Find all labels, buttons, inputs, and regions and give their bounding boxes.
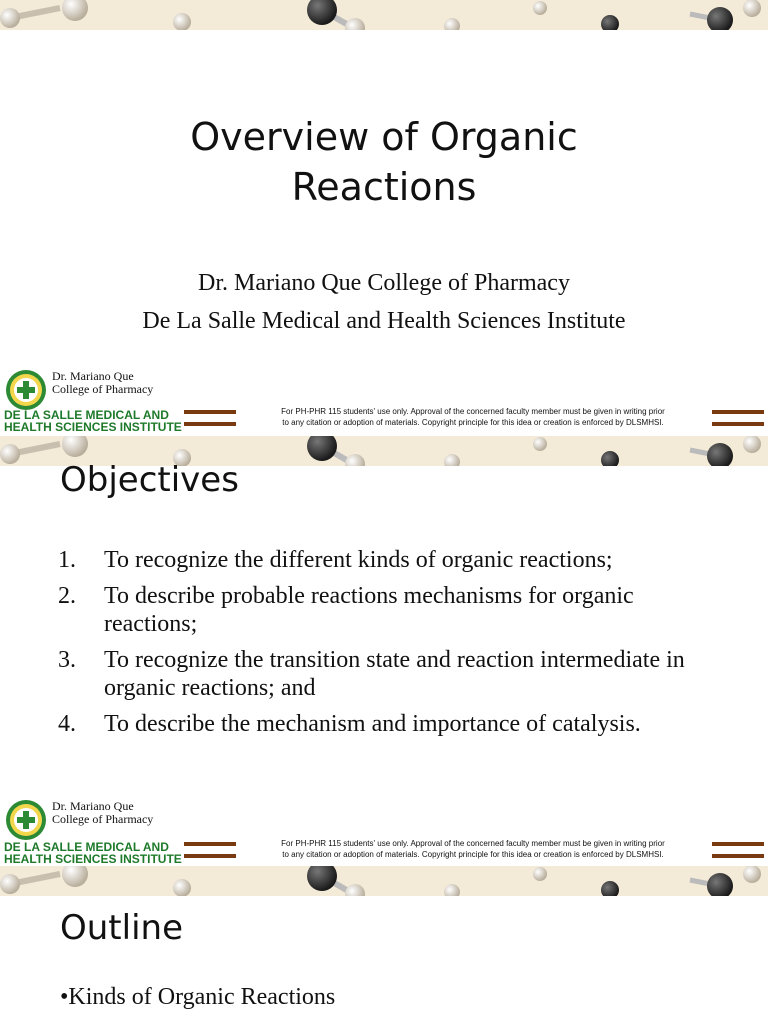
college-seal-icon xyxy=(4,368,48,412)
list-text: To describe probable reactions mechanisms for organic reactions; xyxy=(104,583,634,637)
list-number: 4. xyxy=(58,711,76,737)
brown-bar-right-2 xyxy=(712,422,764,426)
brown-bar-right-2 xyxy=(712,854,764,858)
brown-bar-right-1 xyxy=(712,842,764,846)
slide-footer xyxy=(0,794,768,866)
list-text: To recognize the different kinds of organic reactions; xyxy=(104,547,613,573)
list-number: 1. xyxy=(58,547,76,573)
logo-text xyxy=(52,800,153,826)
list-item xyxy=(58,582,698,638)
list-text: To describe the mechanism and importance of catalysis. xyxy=(104,711,641,737)
institute-line-1: DE LA SALLE MEDICAL AND xyxy=(4,408,169,422)
institute-line-2: HEALTH SCIENCES INSTITUTE xyxy=(4,852,182,866)
list-item xyxy=(58,546,698,574)
brown-bar-left-2 xyxy=(184,422,236,426)
copyright-notice xyxy=(238,406,708,428)
college-seal-icon xyxy=(4,798,48,842)
subtitle-institute: De La Salle Medical and Health Sciences Institute xyxy=(142,308,626,334)
molecule-banner xyxy=(0,866,768,896)
notice-line-1: For PH-PHR 115 students' use only. Approval of the concerned faculty member must be given in writing prior xyxy=(281,407,665,416)
notice-line-2: to any citation or adoption of materials. Copyright principle for this idea or creation is enforced by DLSMHSI. xyxy=(282,850,664,859)
molecule-decoration-icon xyxy=(0,866,768,896)
list-item xyxy=(58,710,698,738)
institute-line-1: DE LA SALLE MEDICAL AND xyxy=(4,840,169,854)
notice-line-1: For PH-PHR 115 students' use only. Approval of the concerned faculty member must be given in writing prior xyxy=(281,839,665,848)
brown-bar-left-1 xyxy=(184,410,236,414)
brown-bar-left-2 xyxy=(184,854,236,858)
logo-line-1: Dr. Mariano Que xyxy=(52,799,134,813)
molecule-banner xyxy=(0,0,768,30)
list-item xyxy=(58,646,698,702)
outline-item: •Kinds of Organic Reactions xyxy=(60,984,336,1010)
logo-line-2: College of Pharmacy xyxy=(52,382,154,396)
list-number: 3. xyxy=(58,647,76,673)
page-title xyxy=(0,112,768,212)
objectives-list xyxy=(58,546,698,746)
logo-text xyxy=(52,370,153,396)
list-number: 2. xyxy=(58,583,76,609)
outline-heading: Outline xyxy=(60,908,184,948)
logo-line-1: Dr. Mariano Que xyxy=(52,369,134,383)
list-text: To recognize the transition state and reaction intermediate in organic reactions; and xyxy=(104,647,685,701)
institute-line-2: HEALTH SCIENCES INSTITUTE xyxy=(4,420,182,434)
molecule-decoration-icon xyxy=(0,0,768,30)
title-slide xyxy=(0,0,768,436)
subtitle-college: Dr. Mariano Que College of Pharmacy xyxy=(198,270,570,296)
brown-bar-right-1 xyxy=(712,410,764,414)
title-line-1: Overview of Organic xyxy=(190,115,578,159)
copyright-notice xyxy=(238,838,708,860)
slide-footer xyxy=(0,364,768,436)
notice-line-2: to any citation or adoption of materials. Copyright principle for this idea or creation is enforced by DLSMHSI. xyxy=(282,418,664,427)
objectives-heading: Objectives xyxy=(60,460,239,500)
logo-line-2: College of Pharmacy xyxy=(52,812,154,826)
brown-bar-left-1 xyxy=(184,842,236,846)
title-line-2: Reactions xyxy=(291,165,477,209)
